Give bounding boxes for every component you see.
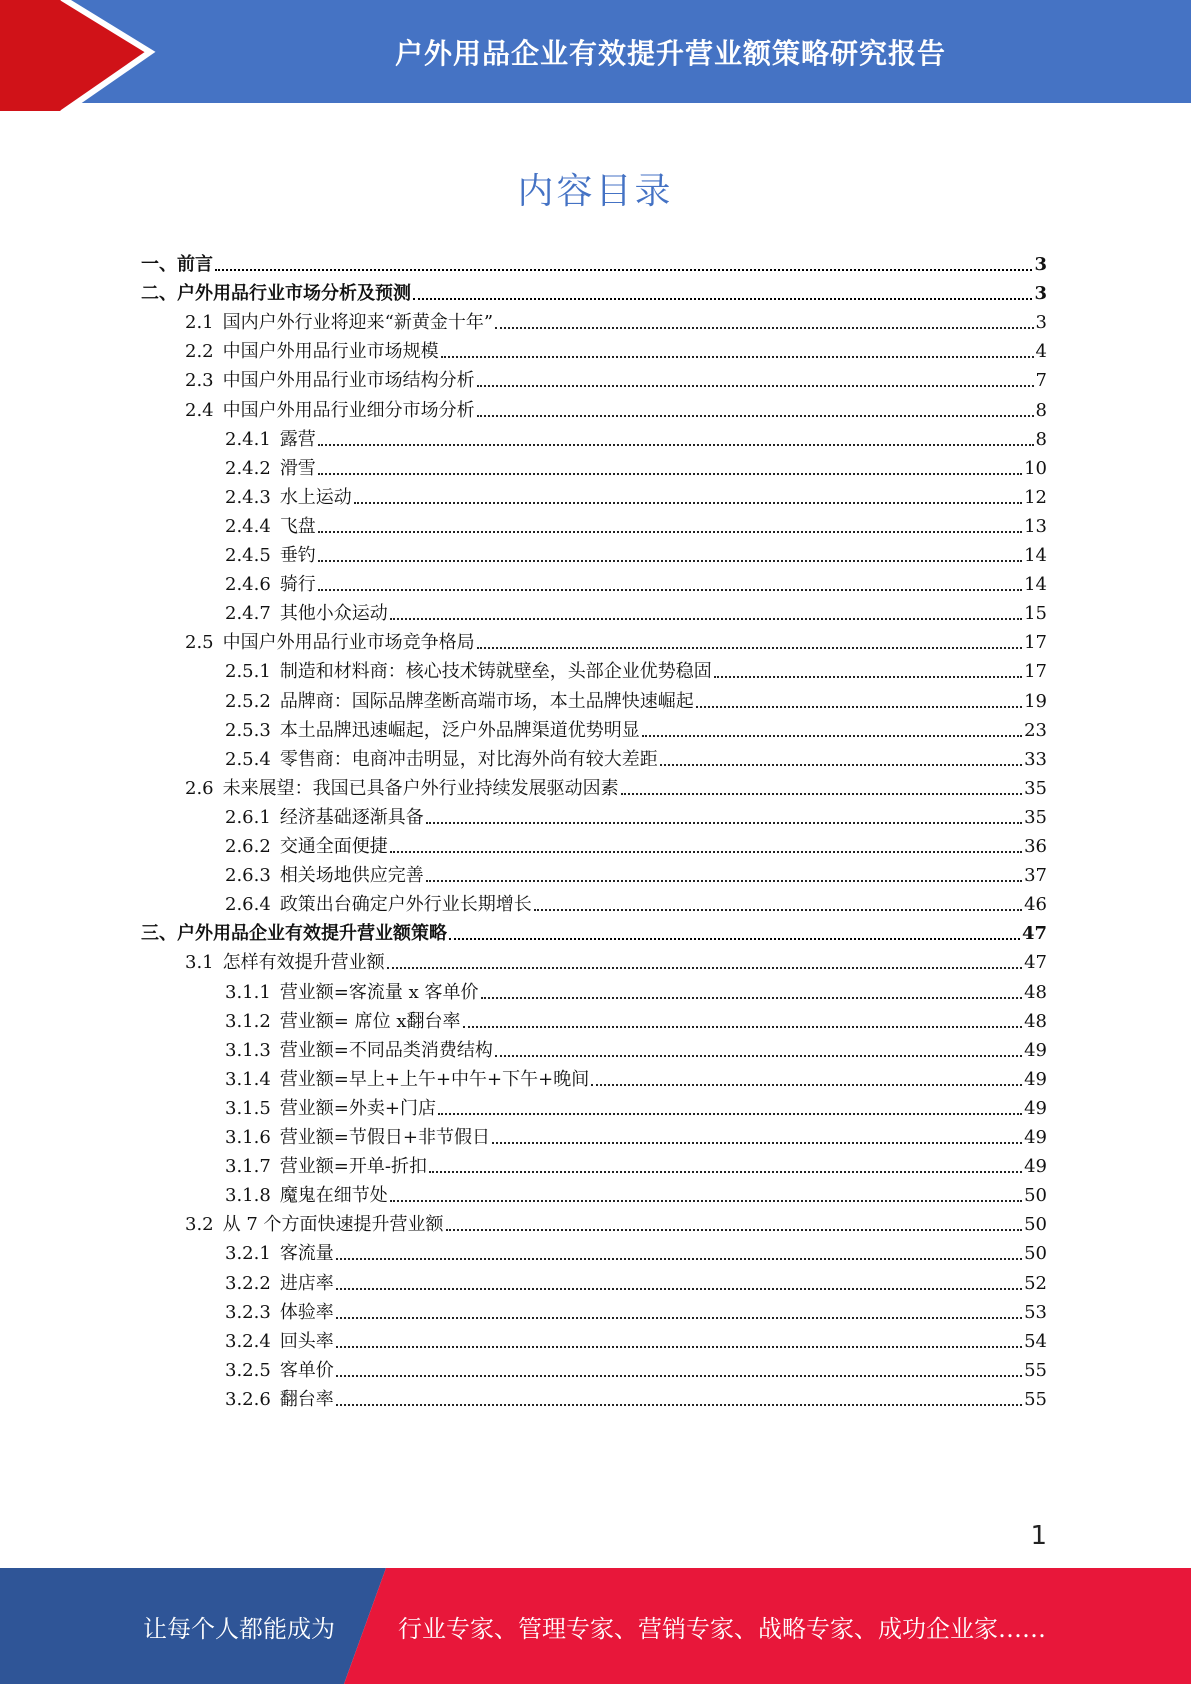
toc-entry-page: 12 bbox=[1024, 486, 1047, 508]
toc-dot-leader bbox=[621, 793, 1022, 795]
toc-entry-number: 3.1.4 bbox=[225, 1068, 271, 1090]
toc-entry[interactable] bbox=[225, 797, 1047, 828]
toc-entry-title: 翻台率 bbox=[279, 1388, 334, 1410]
header-banner bbox=[0, 0, 1191, 111]
toc-entry-page: 49 bbox=[1024, 1097, 1047, 1119]
toc-entry-page: 36 bbox=[1024, 836, 1047, 857]
toc-entry-number: 三、 bbox=[141, 923, 177, 945]
toc-entry[interactable] bbox=[225, 448, 1047, 479]
toc-entry-number: 2.4.6 bbox=[225, 574, 271, 596]
toc-dot-leader bbox=[642, 735, 1022, 737]
toc-dot-leader bbox=[660, 764, 1022, 766]
toc-entry-title: 政策出台确定户外行业长期增长 bbox=[279, 894, 532, 916]
toc-dot-leader bbox=[591, 1084, 1022, 1086]
toc-entry-title: 魔鬼在细节处 bbox=[279, 1185, 388, 1207]
toc-entry-title: 从 7 个方面快速提升营业额 bbox=[222, 1214, 444, 1236]
toc-entry-number: 2.6.4 bbox=[225, 894, 271, 916]
toc-entry-page: 3 bbox=[1034, 283, 1047, 305]
toc-entry-number: 2.2 bbox=[185, 341, 214, 363]
toc-dot-leader bbox=[336, 1404, 1022, 1406]
toc-entry-number: 2.5 bbox=[185, 632, 214, 654]
toc-entry-number: 3.2.2 bbox=[225, 1272, 271, 1294]
toc-dot-leader bbox=[534, 909, 1022, 911]
toc-entry-number: 3.1.1 bbox=[225, 981, 271, 1003]
toc-entry-page: 47 bbox=[1021, 923, 1047, 945]
toc-dot-leader bbox=[449, 938, 1020, 940]
toc-entry-page: 23 bbox=[1024, 719, 1047, 741]
toc-entry-page: 47 bbox=[1024, 952, 1047, 974]
footer-slogan-left: 让每个人都能成为 bbox=[143, 1614, 335, 1643]
toc-entry-title: 露营 bbox=[279, 428, 316, 450]
toc-entry-number: 3.1.3 bbox=[225, 1039, 271, 1061]
toc-entry-title: 中国户外用品行业细分市场分析 bbox=[222, 399, 475, 421]
toc-dot-leader bbox=[215, 269, 1032, 271]
toc-entry[interactable] bbox=[225, 1088, 1047, 1119]
toc-entry-title: 未来展望：我国已具备户外行业持续发展驱动因素 bbox=[222, 777, 619, 799]
report-title: 户外用品企业有效提升营业额策略研究报告 bbox=[394, 36, 946, 70]
toc-entry-title: 骑行 bbox=[279, 574, 316, 596]
toc-entry-title: 营业额=外卖+门店 bbox=[279, 1097, 436, 1119]
toc-entry-title: 垂钓 bbox=[279, 545, 316, 566]
toc-entry[interactable] bbox=[225, 1117, 1047, 1148]
toc-entry-title: 经济基础逐渐具备 bbox=[279, 806, 424, 828]
toc-entry[interactable] bbox=[225, 1146, 1047, 1177]
footer-banner bbox=[0, 1568, 1191, 1684]
toc-entry-page: 48 bbox=[1024, 981, 1047, 1003]
toc-entry[interactable] bbox=[225, 855, 1047, 886]
toc-entry-title: 营业额=节假日+非节假日 bbox=[279, 1127, 490, 1148]
toc-entry-number: 2.6.2 bbox=[225, 836, 271, 857]
toc-entry-number: 3.1.5 bbox=[225, 1097, 271, 1119]
toc-dot-leader bbox=[336, 1288, 1022, 1290]
toc-entry-page: 49 bbox=[1024, 1039, 1047, 1061]
toc-dot-leader bbox=[336, 1317, 1022, 1319]
toc-entry[interactable] bbox=[225, 564, 1047, 595]
toc-entry-number: 3.1 bbox=[185, 952, 214, 974]
toc-entry-title: 飞盘 bbox=[279, 515, 316, 537]
toc-entry[interactable] bbox=[225, 826, 1047, 857]
toc-entry[interactable] bbox=[225, 1292, 1047, 1323]
toc-title: 内容目录 bbox=[517, 171, 674, 212]
toc-entry-number: 3.1.2 bbox=[225, 1010, 271, 1032]
page-number: 1 bbox=[1030, 1521, 1047, 1551]
toc-entry-number: 2.4.1 bbox=[225, 428, 271, 450]
toc-entry-title: 前言 bbox=[177, 254, 213, 275]
toc-entry-title: 回头率 bbox=[279, 1330, 334, 1352]
toc-entry-number: 3.1.6 bbox=[225, 1127, 271, 1148]
toc-dot-leader bbox=[390, 1200, 1022, 1202]
toc-dot-leader bbox=[318, 531, 1022, 533]
toc-dot-leader bbox=[426, 822, 1022, 824]
toc-entry-title: 客单价 bbox=[279, 1359, 334, 1381]
toc-dot-leader bbox=[336, 1375, 1022, 1377]
toc-entry-title: 怎样有效提升营业额 bbox=[222, 952, 385, 974]
toc-entry-number: 3.2.6 bbox=[225, 1388, 271, 1410]
toc-entry-page: 8 bbox=[1035, 428, 1047, 450]
toc-entry-number: 2.4.3 bbox=[225, 486, 271, 508]
toc-entry[interactable] bbox=[225, 1321, 1047, 1352]
toc-entry-page: 49 bbox=[1024, 1068, 1047, 1090]
toc-entry-page: 33 bbox=[1024, 748, 1047, 770]
toc-entry-title: 中国户外用品行业市场规模 bbox=[222, 341, 439, 363]
toc-dot-leader bbox=[477, 647, 1022, 649]
toc-entry-page: 48 bbox=[1024, 1010, 1047, 1032]
toc-dot-leader bbox=[354, 502, 1022, 504]
toc-dot-leader bbox=[446, 1229, 1023, 1231]
toc-entry-number: 3.1.7 bbox=[225, 1156, 271, 1178]
toc-dot-leader bbox=[426, 880, 1022, 882]
toc-entry-title: 交通全面便捷 bbox=[279, 836, 388, 857]
toc-entry-title: 营业额=开单-折扣 bbox=[279, 1156, 427, 1178]
toc-entry-title: 客流量 bbox=[279, 1243, 334, 1265]
toc-entry-number: 2.4.7 bbox=[225, 603, 271, 625]
toc-entry[interactable] bbox=[185, 360, 1047, 391]
toc-entry[interactable] bbox=[225, 651, 1047, 682]
toc-entry-number: 2.4.5 bbox=[225, 545, 271, 566]
toc-entry-number: 一、 bbox=[141, 254, 177, 275]
toc-entry[interactable] bbox=[225, 884, 1047, 915]
toc-entry[interactable] bbox=[225, 593, 1047, 624]
toc-dot-leader bbox=[696, 706, 1022, 708]
toc-entry[interactable] bbox=[141, 244, 1047, 275]
toc-dot-leader bbox=[318, 560, 1022, 562]
toc-entry-title: 品牌商：国际品牌垄断高端市场，本土品牌快速崛起 bbox=[279, 690, 694, 712]
toc-entry-title: 户外用品企业有效提升营业额策略 bbox=[177, 923, 447, 945]
toc-entry[interactable] bbox=[225, 1233, 1047, 1264]
toc-entry-title: 相关场地供应完善 bbox=[279, 865, 424, 887]
toc-entry-title: 进店率 bbox=[279, 1272, 334, 1294]
toc-dot-leader bbox=[336, 1346, 1022, 1348]
toc-entry[interactable] bbox=[185, 390, 1047, 421]
toc-entry-page: 49 bbox=[1024, 1156, 1047, 1178]
toc-entry-title: 中国户外用品行业市场竞争格局 bbox=[222, 632, 475, 654]
toc-dot-leader bbox=[318, 444, 1034, 446]
toc-entry-title: 营业额=早上+上午+中午+下午+晚间 bbox=[279, 1068, 590, 1090]
toc-entry-number: 二、 bbox=[141, 283, 177, 305]
toc-entry-number: 2.4 bbox=[185, 399, 214, 421]
toc-entry[interactable] bbox=[225, 1030, 1047, 1061]
toc-entry[interactable] bbox=[225, 477, 1047, 508]
toc-entry-page: 35 bbox=[1024, 777, 1047, 799]
toc-entry-page: 17 bbox=[1024, 661, 1047, 683]
toc-entry-page: 7 bbox=[1035, 370, 1047, 392]
toc-entry-page: 55 bbox=[1024, 1359, 1047, 1381]
toc-entry-title: 国内户外行业将迎来“新黄金十年” bbox=[222, 312, 494, 334]
toc-entry-title: 中国户外用品行业市场结构分析 bbox=[222, 370, 475, 392]
toc-entry-page: 52 bbox=[1024, 1272, 1047, 1294]
toc-entry-page: 50 bbox=[1024, 1185, 1047, 1207]
toc-entry-page: 19 bbox=[1024, 690, 1047, 712]
toc-entry-number: 3.2.4 bbox=[225, 1330, 271, 1352]
toc-entry-number: 2.1 bbox=[185, 312, 214, 334]
toc-entry[interactable] bbox=[141, 913, 1047, 944]
toc-entry-title: 制造和材料商：核心技术铸就壁垒，头部企业优势稳固 bbox=[279, 661, 712, 683]
toc-entry-title: 营业额=客流量 x 客单价 bbox=[279, 981, 479, 1003]
toc-entry-page: 35 bbox=[1024, 806, 1047, 828]
toc-entry-page: 55 bbox=[1024, 1388, 1047, 1410]
footer-slogan-right: 行业专家、管理专家、营销专家、战略专家、成功企业家…… bbox=[398, 1614, 1046, 1643]
toc-entry-page: 17 bbox=[1024, 632, 1047, 654]
toc-entry-page: 4 bbox=[1035, 341, 1047, 363]
toc-dot-leader bbox=[441, 356, 1034, 358]
toc-dot-leader bbox=[336, 1258, 1022, 1260]
toc-entry-title: 其他小众运动 bbox=[279, 603, 388, 625]
toc-entry-page: 15 bbox=[1024, 603, 1047, 625]
toc-entry-page: 14 bbox=[1024, 574, 1047, 596]
toc-entry-title: 营业额=不同品类消费结构 bbox=[279, 1039, 493, 1061]
toc-entry-page: 3 bbox=[1035, 312, 1047, 334]
toc-dot-leader bbox=[429, 1171, 1022, 1173]
toc-entry-page: 13 bbox=[1024, 515, 1047, 537]
toc-entry-title: 营业额= 席位 x翻台率 bbox=[279, 1010, 461, 1032]
toc-entry[interactable] bbox=[185, 768, 1047, 799]
toc-dot-leader bbox=[714, 676, 1022, 678]
toc-entry[interactable] bbox=[225, 1175, 1047, 1206]
toc-entry[interactable] bbox=[225, 1059, 1047, 1090]
toc-dot-leader bbox=[390, 851, 1022, 853]
toc-dot-leader bbox=[438, 1113, 1022, 1115]
toc-entry[interactable] bbox=[225, 710, 1047, 741]
toc-dot-leader bbox=[413, 298, 1032, 300]
toc-entry-number: 2.5.4 bbox=[225, 748, 271, 770]
toc-dot-leader bbox=[477, 385, 1034, 387]
toc-entry-number: 3.2.5 bbox=[225, 1359, 271, 1381]
toc-dot-leader bbox=[387, 967, 1022, 969]
toc-entry[interactable] bbox=[225, 1001, 1047, 1032]
toc-entry[interactable] bbox=[185, 622, 1047, 653]
toc-entry[interactable] bbox=[225, 681, 1047, 712]
toc-entry[interactable] bbox=[185, 331, 1047, 362]
toc-entry[interactable] bbox=[225, 1263, 1047, 1294]
toc-entry-page: 37 bbox=[1024, 865, 1047, 887]
toc-entry[interactable] bbox=[225, 419, 1047, 450]
toc-entry-page: 50 bbox=[1024, 1243, 1047, 1265]
toc-entry-title: 零售商：电商冲击明显，对比海外尚有较大差距 bbox=[279, 748, 658, 770]
toc-entry-number: 3.2.1 bbox=[225, 1243, 271, 1265]
toc-entry[interactable] bbox=[185, 1204, 1047, 1235]
toc-entry[interactable] bbox=[141, 273, 1047, 304]
toc-entry[interactable] bbox=[225, 1379, 1047, 1410]
toc-dot-leader bbox=[390, 618, 1022, 620]
toc-entry[interactable] bbox=[225, 739, 1047, 770]
toc-entry[interactable] bbox=[185, 302, 1047, 333]
toc-entry-page: 53 bbox=[1024, 1301, 1047, 1323]
toc-dot-leader bbox=[495, 1055, 1022, 1057]
toc-dot-leader bbox=[495, 327, 1034, 329]
toc-entry-number: 3.2.3 bbox=[225, 1301, 271, 1323]
toc-entry-title: 水上运动 bbox=[279, 486, 352, 508]
toc-entry-page: 8 bbox=[1035, 399, 1047, 421]
toc-entry-page: 54 bbox=[1024, 1330, 1047, 1352]
toc-entry-page: 10 bbox=[1024, 457, 1047, 479]
toc-entry-number: 2.5.2 bbox=[225, 690, 271, 712]
toc-entry-page: 49 bbox=[1024, 1127, 1047, 1148]
toc-entry-number: 2.6.1 bbox=[225, 806, 271, 828]
toc-entry[interactable] bbox=[185, 942, 1047, 973]
toc-entry-number: 2.6.3 bbox=[225, 865, 271, 887]
toc-entry-number: 2.4.2 bbox=[225, 457, 271, 479]
toc-entry[interactable] bbox=[225, 972, 1047, 1003]
toc-entry-number: 2.3 bbox=[185, 370, 214, 392]
toc-entry[interactable] bbox=[225, 1350, 1047, 1381]
toc-entry-number: 2.6 bbox=[185, 777, 214, 799]
toc-entry[interactable] bbox=[225, 506, 1047, 537]
toc-entry-number: 2.5.3 bbox=[225, 719, 271, 741]
header-arrow-shape bbox=[0, 0, 148, 111]
toc-entry-number: 2.4.4 bbox=[225, 515, 271, 537]
toc-entry-number: 2.5.1 bbox=[225, 661, 271, 683]
toc-dot-leader bbox=[318, 589, 1022, 591]
toc-entry-page: 46 bbox=[1024, 894, 1047, 916]
toc-dot-leader bbox=[492, 1142, 1022, 1144]
toc-dot-leader bbox=[318, 473, 1022, 475]
toc-dot-leader bbox=[463, 1026, 1023, 1028]
toc-entry-title: 户外用品行业市场分析及预测 bbox=[177, 283, 411, 305]
toc-entry-title: 滑雪 bbox=[279, 457, 316, 479]
toc-entry-number: 3.2 bbox=[185, 1214, 214, 1236]
toc-entry-page: 3 bbox=[1034, 254, 1047, 275]
toc-dot-leader bbox=[477, 415, 1034, 417]
toc-entry[interactable] bbox=[225, 535, 1047, 566]
toc-dot-leader bbox=[481, 997, 1023, 999]
toc-entry-page: 14 bbox=[1024, 545, 1047, 566]
toc-entry-title: 体验率 bbox=[279, 1301, 334, 1323]
toc-entry-title: 本土品牌迅速崛起，泛户外品牌渠道优势明显 bbox=[279, 719, 640, 741]
toc-entry-page: 50 bbox=[1024, 1214, 1047, 1236]
toc-entry-number: 3.1.8 bbox=[225, 1185, 271, 1207]
